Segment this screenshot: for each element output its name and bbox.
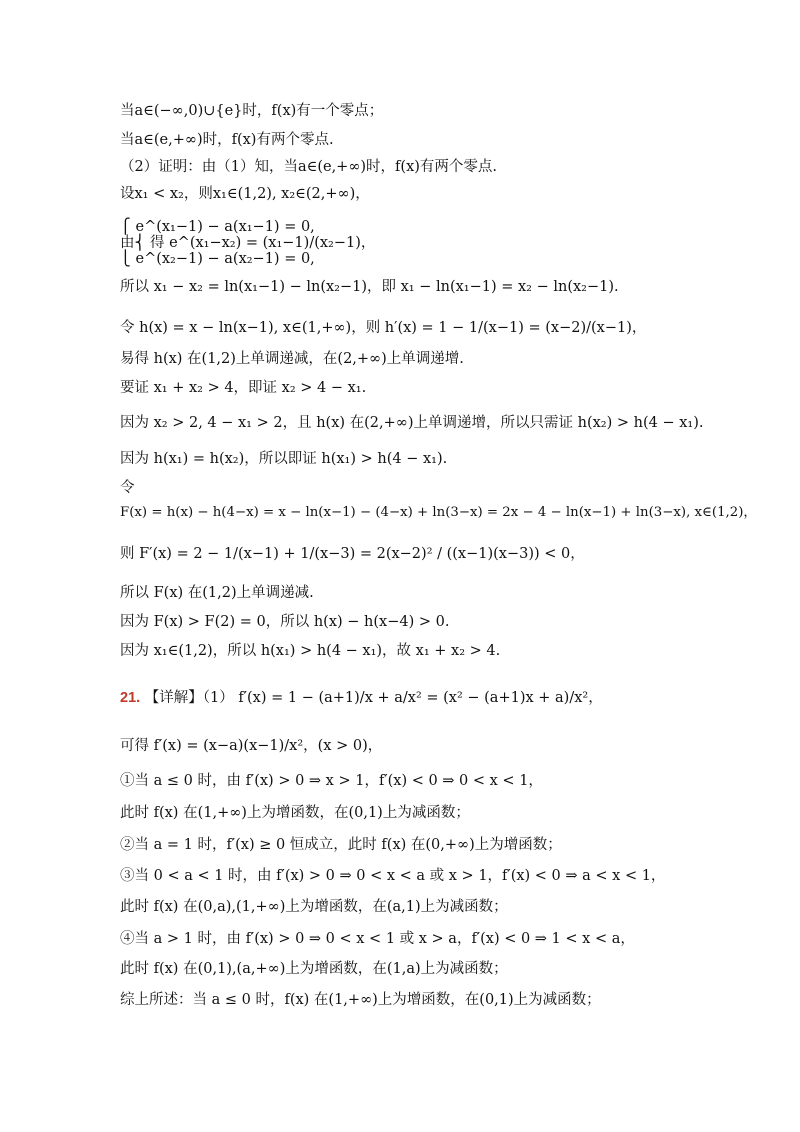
text-line: 所以 x₁ − x₂ = ln(x₁−1) − ln(x₂−1)，即 x₁ − ln(x₁−1) = x₂ − ln(x₂−1). — [120, 279, 619, 295]
text-line: 令 — [120, 480, 135, 496]
text-line: 综上所述：当 a ≤ 0 时，f(x) 在(1,+∞)上为增函数，在(0,1)上为减函数； — [120, 992, 601, 1008]
text-line: 此时 f(x) 在(1,+∞)上为增函数，在(0,1)上为减函数； — [120, 805, 470, 821]
text-line: 因为 x₁∈(1,2)，所以 h(x₁) > h(4 − x₁)，故 x₁ + x₂ > 4. — [120, 643, 501, 659]
text-line: 【详解】（1） f′(x) = 1 − (a+1)/x + a/x² = (x² − (a+1)x + a)/x²， — [144, 690, 603, 706]
text-line: ②当 a = 1 时，f′(x) ≥ 0 恒成立，此时 f(x) 在(0,+∞)上为增函数； — [120, 837, 562, 853]
text-line: 因为 x₂ > 2, 4 − x₁ > 2，且 h(x) 在(2,+∞)上单调递增，所以只需证 h(x₂) > h(4 − x₁). — [120, 415, 704, 431]
text-line: 易得 h(x) 在(1,2)上单调递减，在(2,+∞)上单调递增. — [120, 351, 464, 367]
text-line: 当a∈(e,+∞)时，f(x)有两个零点. — [120, 132, 334, 148]
text-line: 则 F′(x) = 2 − 1/(x−1) + 1/(x−3) = 2(x−2)² / ((x−1)(x−3)) < 0， — [120, 546, 585, 562]
text-line: 设x₁ < x₂，则x₁∈(1,2), x₂∈(2,+∞)， — [120, 186, 370, 202]
text-line: 可得 f′(x) = (x−a)(x−1)/x²，(x > 0)， — [120, 738, 383, 754]
equation-system-line: 由⎨ 得 e^(x₁−x₂) = (x₁−1)/(x₂−1)， — [120, 235, 376, 251]
text-line: 因为 h(x₁) = h(x₂)，所以即证 h(x₁) > h(4 − x₁). — [120, 451, 448, 467]
text-line: ③当 0 < a < 1 时，由 f′(x) > 0 ⇒ 0 < x < a 或 x > 1，f′(x) < 0 ⇒ a < x < 1， — [120, 868, 666, 884]
text-line: ④当 a > 1 时，由 f′(x) > 0 ⇒ 0 < x < 1 或 x > a，f′(x) < 0 ⇒ 1 < x < a， — [120, 931, 635, 947]
text-line: 因为 F(x) > F(2) = 0，所以 h(x) − h(x−4) > 0. — [120, 614, 450, 630]
text-line: 所以 F(x) 在(1,2)上单调递减. — [120, 585, 314, 601]
text-line: ①当 a ≤ 0 时，由 f′(x) > 0 ⇒ x > 1，f′(x) < 0 ⇒ 0 < x < 1， — [120, 773, 543, 789]
text-line: F(x) = h(x) − h(4−x) = x − ln(x−1) − (4−x) + ln(3−x) = 2x − 4 − ln(x−1) + ln(3−x), x∈(1,2)， — [120, 505, 757, 520]
equation-system-line: ⎧ e^(x₁−1) − a(x₁−1) = 0, — [120, 219, 315, 235]
text-line: 要证 x₁ + x₂ > 4，即证 x₂ > 4 − x₁. — [120, 380, 367, 396]
problem-number: 21. — [120, 690, 141, 706]
text-line: 此时 f(x) 在(0,1),(a,+∞)上为增函数，在(1,a)上为减函数； — [120, 961, 508, 977]
text-line: （2）证明：由（1）知，当a∈(e,+∞)时，f(x)有两个零点. — [120, 159, 498, 175]
text-line: 当a∈(−∞,0)∪{e}时，f(x)有一个零点； — [120, 103, 384, 119]
text-line: 令 h(x) = x − ln(x−1), x∈(1,+∞)，则 h′(x) = 1 − 1/(x−1) = (x−2)/(x−1)， — [120, 320, 647, 336]
problem-header — [120, 688, 603, 708]
equation-system-line: ⎩ e^(x₂−1) − a(x₂−1) = 0, — [120, 251, 315, 267]
text-line: 此时 f(x) 在(0,a),(1,+∞)上为增函数，在(a,1)上为减函数； — [120, 899, 508, 915]
